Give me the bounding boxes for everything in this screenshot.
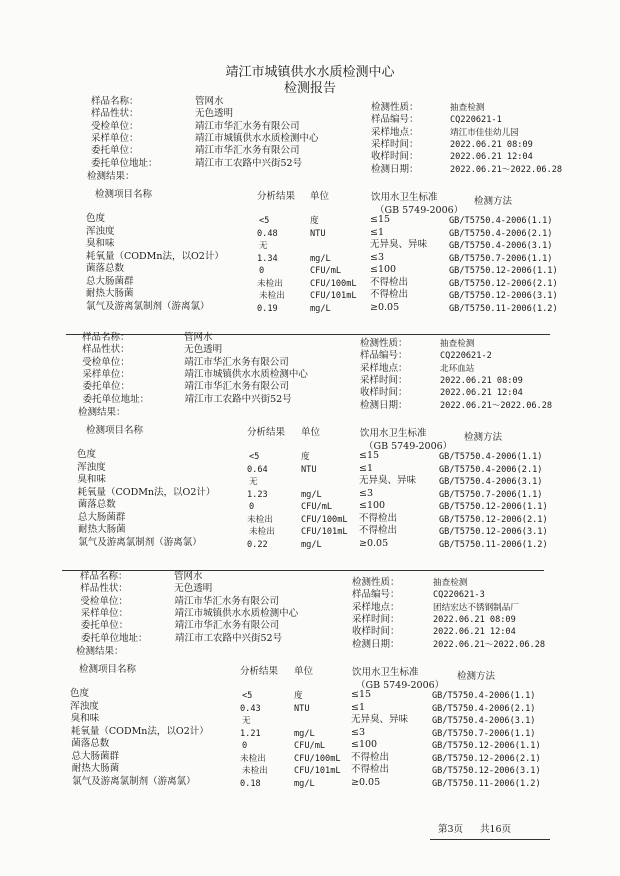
item-result: 0.18 <box>240 778 261 789</box>
item-name: 氯气及游离氯制剂（游离氯） <box>86 300 210 312</box>
item-method: GB/T5750.12-2006(1.1) <box>432 741 541 751</box>
col-header-method: 检测方法 <box>457 671 496 682</box>
item-standard: ≤15 <box>370 214 391 225</box>
item-unit: CFU/100mL <box>294 753 341 764</box>
label-entrusting-address: 委托单位地址： <box>81 632 148 644</box>
item-method: GB/T5750.7-2006(1.1) <box>449 253 553 264</box>
item-method: GB/T5750.4-2006(1.1) <box>439 452 543 462</box>
page-total: 共16页 <box>480 824 512 835</box>
item-standard: 不得检出 <box>351 751 390 763</box>
item-unit: mg/L <box>301 539 322 550</box>
item-method: GB/T5750.4-2006(1.1) <box>432 691 536 701</box>
item-standard: ≤100 <box>370 264 397 275</box>
value-client-unit: 靖江市华汇水务有限公司 <box>174 595 279 607</box>
value-sampling-time: 2022.06.21 08:09 <box>450 139 533 150</box>
item-name: 氯气及游离氯制剂（游离氯） <box>72 775 196 787</box>
item-standard: ≤100 <box>351 739 378 750</box>
label-sample-property: 样品性状： <box>91 108 139 120</box>
item-result: 未检出 <box>257 278 283 289</box>
label-sample-name: 样品名称： <box>91 96 139 107</box>
item-result: 未检出 <box>247 514 273 525</box>
item-name: 臭和味 <box>86 238 115 249</box>
item-method: GB/T5750.4-2006(3.1) <box>449 241 553 251</box>
value-sampling-location: 靖江市佳佳幼儿园 <box>450 127 519 138</box>
label-sampling-time: 采样时间： <box>371 138 419 150</box>
item-result: 0.64 <box>247 464 268 475</box>
value-test-date: 2022.06.21～2022.06.28 <box>433 639 546 650</box>
item-name: 耐热大肠菌 <box>78 524 126 535</box>
label-test-date: 检测日期： <box>360 399 408 411</box>
col-header-unit: 单位 <box>294 666 314 677</box>
label-entrusting-address: 委托单位地址： <box>82 393 150 405</box>
item-method: GB/T5750.4-2006(3.1) <box>432 716 536 726</box>
item-unit: CFU/100mL <box>301 514 348 525</box>
value-sampling-unit: 靖江市城镇供水水质检测中心 <box>195 132 319 144</box>
value-receive-time: 2022.06.21 12:04 <box>433 627 516 638</box>
item-method: GB/T5750.7-2006(1.1) <box>432 728 536 739</box>
item-method: GB/T5750.12-2006(1.1) <box>449 266 558 276</box>
label-sampling-unit: 采样单位： <box>80 607 129 619</box>
label-sample-name: 样品名称： <box>80 571 128 582</box>
value-test-nature: 抽查检测 <box>440 339 475 349</box>
item-result: 0.48 <box>257 228 278 239</box>
item-standard: ≤3 <box>359 487 374 499</box>
item-name: 耗氧量（CODMn法，以O2计） <box>70 725 209 737</box>
item-result: 1.23 <box>247 489 268 500</box>
label-sample-property: 样品性状： <box>80 583 128 595</box>
value-client-unit: 靖江市华汇水务有限公司 <box>184 356 289 368</box>
value-sample-property: 无色透明 <box>195 108 234 120</box>
label-sampling-location: 采样地点： <box>352 601 400 613</box>
col-header-standard-code: （GB 5749-2006） <box>375 205 464 216</box>
col-header-method: 检测方法 <box>474 196 513 207</box>
item-unit: mg/L <box>310 253 331 264</box>
item-name: 菌落总数 <box>71 738 110 749</box>
item-result: 无 <box>249 477 258 487</box>
item-standard: ≤1 <box>351 701 366 713</box>
item-result: <5 <box>242 691 253 701</box>
col-header-unit: 单位 <box>301 427 321 438</box>
label-test-result: 检测结果： <box>87 170 135 182</box>
col-header-method: 检测方法 <box>464 432 503 443</box>
item-standard: ≤15 <box>359 450 380 461</box>
item-result: 1.34 <box>257 253 278 264</box>
item-result: 0.22 <box>247 539 268 550</box>
item-unit: mg/L <box>294 778 315 789</box>
item-result: 无 <box>242 716 251 726</box>
item-standard: ≥0.05 <box>359 537 389 549</box>
item-unit: CFU/101mL <box>310 291 357 301</box>
item-name: 色度 <box>70 688 90 699</box>
item-name: 菌落总数 <box>86 263 125 274</box>
item-unit: CFU/mL <box>294 741 326 751</box>
item-method: GB/T5750.12-2006(2.1) <box>449 278 558 289</box>
col-header-item: 检测项目名称 <box>95 189 153 200</box>
item-result: 未检出 <box>249 527 275 537</box>
item-method: GB/T5750.12-2006(3.1) <box>439 527 548 537</box>
label-client-unit: 受检单位： <box>82 356 130 368</box>
report-subtitle: 检测报告 <box>283 81 336 96</box>
item-name: 总大肠菌群 <box>71 750 120 762</box>
item-result: 未检出 <box>240 753 266 764</box>
label-sampling-unit: 采样单位： <box>91 132 139 144</box>
item-unit: CFU/100mL <box>310 278 357 289</box>
item-unit: CFU/101mL <box>294 766 341 776</box>
item-result: 0 <box>249 502 255 512</box>
value-sample-id: CQ220621-1 <box>450 115 502 126</box>
item-unit: CFU/mL <box>301 502 333 512</box>
item-unit: mg/L <box>294 728 315 739</box>
item-name: 氯气及游离氯制剂（游离氯） <box>78 536 202 548</box>
value-sample-name: 管网水 <box>174 571 203 582</box>
item-name: 耐热大肠菌 <box>86 288 134 299</box>
value-test-nature: 抽查检测 <box>433 578 468 588</box>
item-method: GB/T5750.4-2006(2.1) <box>449 228 553 239</box>
item-standard: 无异臭、异味 <box>351 714 409 725</box>
value-sampling-unit: 靖江市城镇供水水质检测中心 <box>174 607 299 619</box>
item-unit: 度 <box>301 452 310 462</box>
value-entrusting-address: 靖江市工农路中兴街52号 <box>195 157 303 169</box>
col-header-standard-code: （GB 5749-2006） <box>356 680 445 691</box>
value-sample-property: 无色透明 <box>184 344 223 356</box>
item-result: 无 <box>259 241 268 251</box>
item-standard: ≤1 <box>370 226 385 238</box>
item-name: 耗氧量（CODMn法，以O2计） <box>77 486 216 498</box>
value-sample-property: 无色透明 <box>174 583 213 595</box>
value-entrusting-unit: 靖江市华汇水务有限公司 <box>195 145 300 157</box>
item-method: GB/T5750.12-2006(2.1) <box>439 514 548 525</box>
item-name: 色度 <box>77 449 97 460</box>
item-standard: 不得检出 <box>359 512 398 524</box>
label-entrusting-unit: 委托单位： <box>91 145 139 157</box>
item-name: 臭和味 <box>70 713 100 724</box>
item-standard: ≤3 <box>351 726 366 738</box>
label-test-date: 检测日期： <box>371 163 419 175</box>
item-standard: 不得检出 <box>359 525 398 536</box>
item-name: 浑浊度 <box>77 461 106 473</box>
item-method: GB/T5750.12-2006(2.1) <box>432 753 541 764</box>
report-title: 靖江市城镇供水水质检测中心 <box>225 65 395 80</box>
section-divider <box>62 570 544 571</box>
col-header-standard: 饮用水卫生标准 <box>371 192 438 203</box>
label-sample-property: 样品性状： <box>82 344 130 356</box>
label-test-nature: 检测性质： <box>352 577 400 588</box>
value-sample-name: 管网水 <box>195 96 224 107</box>
value-entrusting-unit: 靖江市华汇水务有限公司 <box>174 620 280 632</box>
value-test-date: 2022.06.21～2022.06.28 <box>450 164 563 175</box>
label-sampling-unit: 采样单位： <box>82 368 130 380</box>
label-client-unit: 受检单位： <box>91 120 139 132</box>
item-name: 总大肠菌群 <box>77 511 126 523</box>
label-sampling-location: 采样地点： <box>360 362 408 374</box>
col-header-standard: 饮用水卫生标准 <box>360 428 427 439</box>
item-method: GB/T5750.4-2006(1.1) <box>449 216 553 226</box>
col-header-result: 分析结果 <box>247 427 286 438</box>
label-sampling-time: 采样时间： <box>360 374 408 386</box>
label-entrusting-address: 委托单位地址： <box>91 157 158 169</box>
col-header-unit: 单位 <box>310 191 330 202</box>
value-entrusting-unit: 靖江市华汇水务有限公司 <box>184 381 289 393</box>
item-result: 未检出 <box>259 291 285 301</box>
value-sampling-location: 北环血站 <box>440 363 475 374</box>
item-name: 菌落总数 <box>77 499 116 510</box>
item-result: 0 <box>259 266 265 276</box>
item-name: 总大肠菌群 <box>86 275 134 287</box>
label-sample-id: 样品编号： <box>352 589 400 601</box>
item-method: GB/T5750.12-2006(1.1) <box>439 502 548 512</box>
item-unit: mg/L <box>310 303 331 314</box>
value-sample-id: CQ220621-3 <box>433 590 485 601</box>
item-name: 浑浊度 <box>70 700 99 712</box>
value-client-unit: 靖江市华汇水务有限公司 <box>195 120 300 132</box>
label-entrusting-unit: 委托单位： <box>80 620 129 632</box>
label-test-nature: 检测性质： <box>360 338 408 349</box>
item-standard: ≤3 <box>370 251 385 263</box>
label-sample-id: 样品编号： <box>360 350 408 362</box>
item-result: <5 <box>259 216 270 226</box>
label-receive-time: 收样时间： <box>371 151 419 163</box>
col-header-result: 分析结果 <box>240 666 279 677</box>
item-result: 未检出 <box>242 766 268 776</box>
value-receive-time: 2022.06.21 12:04 <box>440 388 523 399</box>
label-client-unit: 受检单位： <box>80 595 128 607</box>
item-unit: CFU/101mL <box>301 527 348 537</box>
col-header-result: 分析结果 <box>257 191 296 202</box>
value-sampling-time: 2022.06.21 08:09 <box>433 614 516 625</box>
item-method: GB/T5750.12-2006(3.1) <box>432 766 541 776</box>
col-header-standard-code: （GB 5749-2006） <box>364 441 453 452</box>
item-standard: 不得检出 <box>370 276 409 288</box>
value-sampling-location: 团结宏达不锈钢制品厂 <box>433 602 519 613</box>
item-unit: NTU <box>294 703 310 714</box>
section-divider <box>66 334 550 335</box>
label-sample-name: 样品名称： <box>82 332 130 343</box>
label-test-date: 检测日期： <box>352 638 400 650</box>
item-standard: ≥0.05 <box>351 776 381 788</box>
value-sampling-time: 2022.06.21 08:09 <box>440 375 523 386</box>
item-method: GB/T5750.11-2006(1.2) <box>439 539 548 550</box>
item-unit: CFU/mL <box>310 266 342 276</box>
label-sample-id: 样品编号： <box>371 114 419 126</box>
item-unit: NTU <box>301 464 317 475</box>
item-method: GB/T5750.4-2006(2.1) <box>439 464 543 475</box>
value-entrusting-address: 靖江市工农路中兴街52号 <box>184 393 292 405</box>
item-result: 1.21 <box>240 728 261 739</box>
value-test-nature: 抽查检测 <box>450 103 485 113</box>
item-name: 耗氧量（CODMn法，以O2计） <box>86 250 224 262</box>
item-method: GB/T5750.4-2006(2.1) <box>432 703 536 714</box>
item-method: GB/T5750.11-2006(1.2) <box>449 303 558 314</box>
item-standard: 不得检出 <box>351 764 390 775</box>
item-method: GB/T5750.12-2006(3.1) <box>449 291 558 301</box>
item-name: 臭和味 <box>77 474 106 485</box>
item-result: 0 <box>242 741 248 751</box>
label-entrusting-unit: 委托单位： <box>82 381 130 393</box>
label-test-result: 检测结果： <box>76 645 124 657</box>
item-method: GB/T5750.4-2006(3.1) <box>439 477 543 487</box>
item-method: GB/T5750.11-2006(1.2) <box>432 778 541 789</box>
item-unit: 度 <box>310 216 319 226</box>
item-standard: 无异臭、异味 <box>370 239 428 250</box>
value-sample-id: CQ220621-2 <box>440 351 492 362</box>
item-name: 色度 <box>86 213 106 224</box>
item-result: 0.19 <box>257 303 278 314</box>
item-standard: 无异臭、异味 <box>359 475 417 486</box>
value-test-date: 2022.06.21～2022.06.28 <box>440 400 553 411</box>
footer-rule <box>430 839 550 840</box>
item-standard: ≤1 <box>359 462 374 474</box>
page-number: 第3页 <box>438 824 464 835</box>
value-entrusting-address: 靖江市工农路中兴街52号 <box>175 632 283 644</box>
col-header-item: 检测项目名称 <box>86 425 144 436</box>
label-sampling-location: 采样地点： <box>371 126 419 138</box>
value-sampling-unit: 靖江市城镇供水水质检测中心 <box>184 368 308 380</box>
item-method: GB/T5750.7-2006(1.1) <box>439 489 543 500</box>
item-name: 耐热大肠菌 <box>71 763 120 774</box>
value-receive-time: 2022.06.21 12:04 <box>450 152 533 163</box>
item-standard: 不得检出 <box>370 289 409 300</box>
label-receive-time: 收样时间： <box>360 387 408 399</box>
item-unit: 度 <box>294 691 303 701</box>
item-unit: mg/L <box>301 489 322 500</box>
label-sampling-time: 采样时间： <box>352 613 400 625</box>
col-header-standard: 饮用水卫生标准 <box>352 667 419 678</box>
item-result: 0.43 <box>240 703 261 714</box>
label-test-result: 检测结果： <box>78 406 126 418</box>
item-standard: ≤15 <box>351 689 372 700</box>
col-header-item: 检测项目名称 <box>79 664 137 675</box>
item-result: <5 <box>249 452 260 462</box>
item-unit: NTU <box>310 228 326 239</box>
item-standard: ≤100 <box>359 500 386 511</box>
item-standard: ≥0.05 <box>370 301 400 313</box>
item-name: 浑浊度 <box>86 225 115 237</box>
value-sample-name: 管网水 <box>184 332 213 343</box>
label-test-nature: 检测性质： <box>371 102 419 113</box>
label-receive-time: 收样时间： <box>352 626 400 638</box>
